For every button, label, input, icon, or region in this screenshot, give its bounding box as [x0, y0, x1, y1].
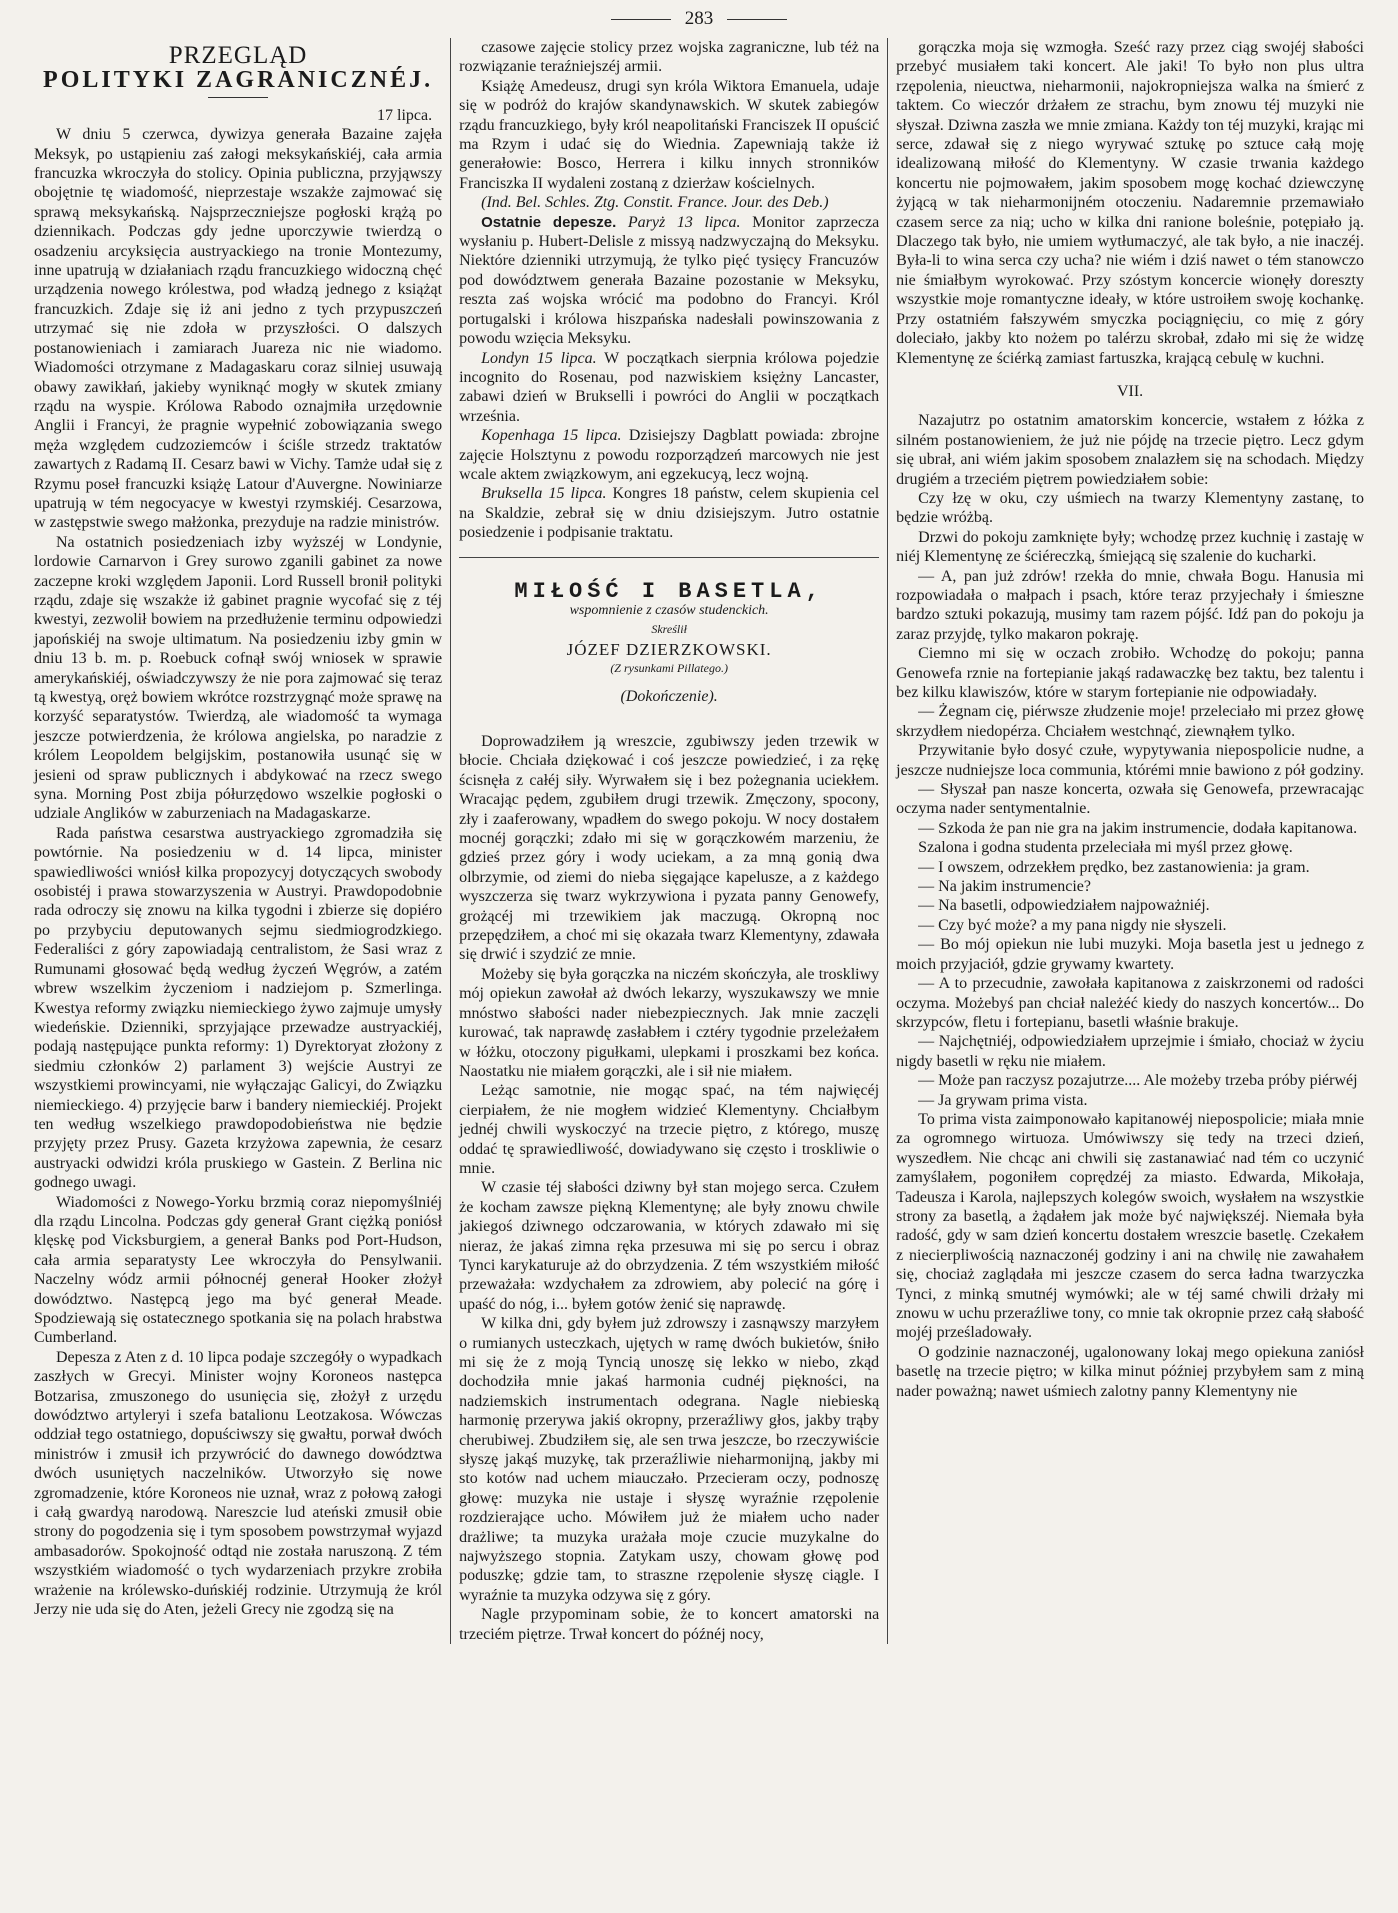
paragraph: — Bo mój opiekun nie lubi muzyki. Moja basetla jest u jednego z moich przyjaciół, gdzie grywamy kwartety. — [896, 936, 1364, 973]
page-number-header — [0, 0, 1398, 38]
dispatch-text: Monitor zaprzecza wysłaniu p. Hubert-Delisle z missyą nadzwyczajną do Meksyku. Niektóre dzienniki utrzymują, że tylko pięć tysięcy Francuzów pod dowództwem generała Bazaine pozostanie w Meksyku, reszta zaś wojska wrócić ma podobno do Francyi. Król portugalski i królowa hiszpańska nadesłali powinszowania z powodu wzięcia Meksyku. — [459, 213, 880, 348]
paragraph: Książę Amedeusz, drugi syn króla Wiktora Emanuela, udaje się w podróż do krajów skandynawskich. W skutek zabiegów rządu francuzkiego, były król neapolitański Franciszek II opuścić ma Rzym i udać się do Wiednia. Zapewniają także iż generałowie: Bosco, Herrera i kilku innych stronników Franciszka II wydaleni zostaną z dzierżaw kościelnych. — [459, 77, 880, 192]
dispatch-text: W początkach sierpnia królowa pojedzie incognito do Rosenau, pod nazwiskiem księżny Lancaster, zabawi dzień w Brukselli i powróci do Anglii w początkach września. — [459, 349, 880, 425]
paragraph: Ciemno mi się w oczach zrobiło. Wchodzę do pokoju; panna Genowefa rznie na fortepianie jakąś radawaczkę bez taktu, bez talentu i bez kilku klawiszów, które w starym fortepianie nie odpowiadały. — [896, 645, 1364, 701]
paragraph: Szalona i godna studenta przeleciała mi myśl przez głowę. — [918, 839, 1293, 857]
dispatch-place: Bruksella 15 lipca. — [481, 485, 607, 503]
paragraph: Leżąc samotnie, nie mogąc spać, na tém najwięcéj cierpiałem, że nie mogłem widzieć Klementyny. Chciałbym jednéj chwili wyskoczyć na trzecie piętro, z którego, muszę oddać tę sprawiedliwość, dowiadywano się często i troskliwie o mnie. — [459, 1082, 880, 1177]
paragraph: Możeby się była gorączka na niczém skończyła, ale troskliwy mój opiekun zawołał aż dwóch lekarzy, wyszukawszy we mnie mnóstwo słabości nader niebezpiecznych. Jak mnie zaczęli kurować, tak naprawdę zasłabłem i cztéry tygodnie przeleżałem w łóżku, otoczony pigułkami, ulepkami i proszkami bez końca. Naostatku nie miałem gorączki, ale i sił nie miałem. — [459, 965, 880, 1080]
dateline: 17 lipca. — [377, 106, 433, 124]
paragraph: — Słyszał pan nasze koncerta, ozwała się Genowefa, przewracając oczyma nader sentymentalnie. — [896, 781, 1364, 818]
divider — [208, 97, 268, 98]
section-title: PRZEGLĄD — [168, 42, 308, 69]
author: JÓZEF DZIERZKOWSKI. — [566, 639, 772, 659]
sources: (Ind. Bel. Schles. Ztg. Constit. France. Jour. des Deb.) — [481, 194, 829, 212]
byline: Skreślił — [651, 622, 687, 637]
story-title: MIŁOŚĆ I BASETLA, — [514, 578, 824, 604]
paragraph: O godzinie naznaczonéj, ugalonowany lokaj mego opiekuna zaniósł basetlę na trzecie piętro; w kilka minut później przybyłem sam z miną nader poważną; nawet uśmiech zalotny panny Klementyny nie — [896, 1343, 1364, 1400]
paragraph: — Czy być może? a my pana nigdy nie słyszeli. — [918, 916, 1227, 934]
paragraph: — Może pan raczysz pozajutrze.... Ale możeby trzeba próby piérwéj — [918, 1072, 1358, 1090]
page-number: 283 — [684, 8, 714, 29]
article-body — [34, 125, 442, 1619]
paragraph: — A to przecudnie, zawołała kapitanowa z zaiskrzonemi od radości oczyma. Możebyś pan chciał należéć kiedy do naszych koncertów... Do skrzypców, fletu i fortepianu, basetli właśnie brakuje. — [896, 975, 1364, 1031]
dispatch-place: Kopenhaga 15 lipca. — [481, 427, 622, 445]
dispatch-text: Dzisiejszy Dagblatt powiada: zbrojne zajęcie Holsztynu z powodu rozporządzeń marcowych nie jest wcale aktem związkowym, ani egzekucyą, lecz wojną. — [459, 427, 880, 483]
paragraph: W dniu 5 czerwca, dywizya generała Bazaine zajęła Meksyk, po ustąpieniu zaś załogi meksykańskiéj, cała armia francuzka wkroczyła do stolicy. Opinia publiczna, przyjąwszy obojętnie tę wiadomość, nieprzestaje wszakże zajmować się sprawą meksykańską. Najsprzeczniejsze pogłoski krążą po dziennikach. Podczas gdy jedne uporczywie twierdzą o osadzeniu arcyksięcia austryackiego na tronie Montezumy, inne upatrują w działaniach rządu francuzkiego widoczną chęć urządzenia nowego królestwa, pod władzą jednego z książąt francuzkich. Zdaje się iż ani jedno z tych przypuszczeń utrzymać się nie zdoła w przyszłości. O dalszych postanowieniach i zamiarach Juareza nic nie wiadomo. Wiadomości otrzymane z Madagaskaru coraz silniej usuwają obawy zawikłań, jakieby wyniknąć mogły w skutek zmiany rządu na wyspie. Królowa Rabodo oznajmiła urzędownie Anglii i Francyi, że pragnie wypełnić zobowiązania swego męża względem cudzoziemców i ściśle strzedz traktatów zawartych z Radamą II. Cesarz bawi w Vichy. Tamże udał się z Rzymu poseł francuzki książę Latour d'Auvergne. Nowiniarze upatrują w tém negocyacye w kwestyi rzymskiéj. Cesarzowa, w zastępstwie swego małżonka, prezyduje na radzie ministrów. — [34, 126, 443, 532]
dispatch-place: Londyn 15 lipca. — [481, 349, 597, 367]
dispatch — [459, 213, 879, 349]
section-subtitle: POLITYKI ZAGRANICZNÉJ. — [43, 67, 434, 94]
paragraph: — Na jakim instrumencie? — [918, 878, 1092, 896]
paragraph: Czy łzę w oku, czy uśmiech na twarzy Klementyny zastanę, to będzie wróżbą. — [896, 489, 1364, 527]
divider — [727, 19, 787, 20]
paragraph: czasowe zajęcie stolicy przez wojska zagraniczne, lub téż na rozwiązanie teraźniejszéj armii. — [459, 39, 880, 76]
dispatch — [459, 426, 879, 484]
story-body — [896, 38, 1364, 368]
chapter-number: VII. — [1116, 382, 1144, 400]
paragraph: W czasie téj słabości dziwny był stan mojego serca. Czułem że kocham zawsze piękną Klementynę; ale były znowu chwile jakiegoś dziwnego odczarowania, w których zdawało mi się nieraz, że jakaś zimna ręka przesuwa mi się po sercu i obraz Tynci karykaturuje aż do obrzydzenia. Z tém wszystkiém miłość przeważała: wzdychałem za zdrowiem, aby polecić na górę i upaść do nóg, i... byłem gotów żenić się naprawdę. — [459, 1179, 880, 1313]
paragraph: To prima vista zaimponowało kapitanowéj niepospolicie; miała mnie za ogromnego wirtuoza. Umówiwszy się tedy na trzeci dzień, wyszedłem. Nie chcąc ani chwili się zastanawiać nad tém co uczynić zamyślałem, pogoniłem coprędzéj za miasto. Edwarda, Mikołaja, Tadeusza i Karola, najlepszych kolegów swoich, wysłałem na wszystkie strony za basetlą, a żądałem jak może być największéj. Niemała była radość, gdy w sam dzień koncertu dostałem wreszcie basetlę. Czekałem z niecierpliwością naznaczonéj godziny i ani na chwilę nie zawahałem się, chociaż zaglądała mi jeszcze czasem do serca ładna twarzyczka Tynci, z minką smutnéj wymówki; ale w téj samé chwili drżały mi znowu w uchu przeraźliwe tony, co mnie tak okropnie przez całą słabość mojéj prześladowały. — [896, 1110, 1364, 1342]
dispatch-text: Kongres 18 państw, celem skupienia cel na Skaldzie, zebrał się w dniu dzisiejszym. Jutro ostatnie posiedzenie i podpisanie traktatu. — [459, 485, 880, 542]
paragraph: Nazajutrz po ostatnim amatorskim koncercie, wstałem z łóżka z silném postanowieniem, że już nie pójdę na trzecie piętro. Lecz gdym się ubrał, ani wiém jakim sposobem znalazłem się na schodach. Między drugiém a trzeciém piętrem powiedziałem sobie: — [896, 412, 1364, 488]
dispatch — [459, 484, 879, 542]
paragraph: — Najchętniéj, odpowiedziałem uprzejmie i śmiało, chociaż w życiu nigdy basetli w ręku nie miałem. — [896, 1033, 1364, 1070]
story-subtitle: wspomnienie z czasów studenckich. — [569, 602, 769, 618]
paragraph: — I owszem, odrzekłem prędko, bez zastanowienia: ja gram. — [918, 858, 1310, 876]
story-header — [459, 557, 879, 706]
paragraph: gorączka moja się wzmogła. Sześć razy przez ciąg swojéj słabości przebyć musiałem taki koncert. Ale jaki! To było non plus ultra rzępolenia, nieuctwa, nieharmonii, najokropniejsza walka na śmierć z taktem. Co wieczór drżałem ze strachu, bym znowu téj muzyki nie słyszał. Dziwna zaszła we mnie zmiana. Każdy ton téj muzyki, krając mi serce, zdawał się z niego wyrywać sztukę po sztuce całą moję idealizowaną miłość do Klementyny. W czasie trwania każdego koncertu nie pojmowałem, jakim sposobem mogę kochać dziewczynę żyjącą w tak nieharmonijném otoczeniu. Nadaremnie przemawiało czasem serce za nią; ucho w kilka dni ranione boleśnie, potępiało ją. Dlaczego tak było, nie umiem wytłumaczyć, ale tak było, a nie inaczéj. Była-li to wina serca czy ucha? nie wiém i dziś nawet o tém stanowczo nie śmiałbym wyrokować. Przy szóstym koncercie wionęły doreszty wszystkie moje romantyczne ideały, w które ustroiłem swoję kochankę. Przy ostatniém fałszywém smyczka pociągnięciu, co mię z góry doleciało, jakby kto nożem po talérzu skrobał, zdało mi się że widzę Klementynę ze ściérką zamiast fartuszka, krającą cebulę w kuchni. — [896, 39, 1364, 367]
paragraph: — Na basetli, odpowiedziałem najpoważniéj. — [918, 897, 1210, 915]
article-continuation — [459, 38, 879, 193]
divider — [611, 19, 671, 20]
story-body — [896, 411, 1364, 1401]
story-body — [459, 732, 879, 1644]
column-1 — [34, 38, 451, 1644]
paragraph: Na ostatnich posiedzeniach izby wyższéj w Londynie, lordowie Carnarvon i Grey surowo zganili gabinet za nowe zaczepne kroki względem Japonii. Lord Russell bronił polityki rządu, zdaje się wszakże iż gabinet pragnie wycofać się z téj kwestyi, zezwolił bowiem na przedłużenie terminu odpowiedzi japońskiéj na swoje ultimatum. Na posiedzeniu izby gmin w dniu 13 b. m. p. Roebuck cofnął swój wniosek w sprawie amerykańskiéj, oświadczywszy że nie pora zajmować się teraz tą kwestyą, oręż bowiem wkrótce rozstrzygnąć może sprawę na korzyść separatystów. Twierdzą, ale wiadomość ta wymaga jeszcze potwierdzenia, że królowa angielska, po naradzie z królem Leopoldem belgijskim, postanowiła usunąć się w jesieni od spraw publicznych i abdykować na rzecz swego syna. Morning Post zbija półurzędowo wszelkie pogłoski o udziale Anglików w zaburzeniach na Madagaskarze. — [34, 533, 443, 823]
paragraph: — A, pan już zdrów! rzekła do mnie, chwała Bogu. Hanusia mi rozpowiadała o małpach i psach, które teraz przyjechały i śmieszne bardzo sztuki pokazują, musimy tam razem pójść. Idź pan do pokoju ja zaraz przyjdę, tylko makaron pokraję. — [896, 567, 1364, 643]
paragraph: Przywitanie było dosyć czułe, wypytywania niepospolicie nudne, a jeszcze nudniejsze loca communia, którémi mnie bawiono z pół godziny. — [896, 742, 1364, 779]
paragraph: Drzwi do pokoju zamknięte były; wchodzę przez kuchnię i zastaję w niéj Klementynę ze ściéreczką, śmiejącą się szalenie do kucharki. — [896, 528, 1364, 566]
paragraph: — Ja grywam prima vista. — [918, 1091, 1088, 1109]
continuation-note: (Dokończenie). — [620, 687, 718, 705]
dispatch — [459, 349, 879, 427]
paragraph: Nagle przypominam sobie, że to koncert amatorski na trzeciém piętrze. Trwał koncert do późnéj nocy, — [459, 1606, 880, 1643]
dispatches-heading: Ostatnie depesze. — [481, 213, 617, 231]
paragraph: Doprowadziłem ją wreszcie, zgubiwszy jeden trzewik w błocie. Chciała dziękować i coś jeszcze powiedzieć, i za rękę ścisnęła z całéj siły. Wyrwałem się i bez pożegnania uciekłem. Wracając pędem, zgubiłem drugi trzewik. Zmęczony, spocony, zły i zaaferowany, wpadłem do swego pokoju. W nocy dostałem mocnéj gorączki; zdało mi się w gorączkowém marzeniu, że gdzieś przez góry i wody uciekam, a za mną gonią dwa olbrzymie, od ziemi do nieba sięgające kapelusze, a z każdego wyszczerza się twarz wykrzywiona i pyzata panny Genowefy, grożącéj mi trzewikiem jak maczugą. Okropną noc przepędziłem, a choć mi się okazała twarz Klementyny, zdawała się drwić i szydzić ze mnie. — [459, 733, 880, 964]
dispatch-place: Paryż 13 lipca. — [627, 213, 741, 231]
illustrations-credit: (Z rysunkami Pillatego.) — [610, 661, 728, 676]
dispatches — [459, 213, 879, 543]
paragraph: — Szkoda że pan nie gra na jakim instrumencie, dodała kapitanowa. — [918, 819, 1358, 837]
paragraph: Depesza z Aten z d. 10 lipca podaje szczegóły o wypadkach zaszłych w Grecyi. Minister wojny Koroneos następca Botzarisa, zmuszonego do usunięcia się, złożył z urzędu dowództwo artyleryi i szefa batalionu Leotzakosa. Wówczas oddział tego ostatniego, dopuściwszy się gwałtu, porwał dwóch ministrów i zmusił ich przywrócić do dawnego dowództwa dwóch usuniętych naczelników. Utworzyło się nowe zgromadzenie, które Koroneos nie uznał, wraz z połową załogi i całą gwardyą narodową. Nareszcie lud ateński zmusił obie strony do pogodzenia się i tym sposobem powstrzymał wyjazd ambasadorów. Spokojność odtąd nie została naruszoną. Z tém wszystkiém wiadomość o tych wydarzeniach przykre zrobiła wrażenie na królewsko-duńskiéj rodzinie. Utrzymują że król Jerzy nie uda się do Aten, jeżeli Grecy nie zgodzą się na — [34, 1348, 443, 1619]
newspaper-columns — [34, 38, 1364, 1654]
paragraph: W kilka dni, gdy byłem już zdrowszy i zasnąwszy marzyłem o rumianych usteczkach, ujętych w ramę dwóch bukietów, śniło mi się że z moją Tyncią unoszę się lekko w niebo, zkąd dochodziła mnie jakaś harmonia cudnéj piękności, na nadziemskich instrumentach odegrana. Nagle niebieską harmonię przerywa jakiś okropny, przeraźliwy głos, jakby trąby cherubiwej. Zbudziłem się, ale sen trwa jeszcze, bo rzeczywiście słyszę jakąś muzykę, tak przeraźliwie nieharmonijną, jakby mi sto kotów nad uchem miauczało. Przecieram oczy, podnoszę głowę: muzyka nie ustaje i słyszę wyraźnie rzępolenie rozdzierające ucho. Mówiłem już że miałem ucho nader drażliwe; ta muzyka urażała moje czucie muzykalne do najwyższego stopnia. Zatykam uszy, chowam głowę pod poduszkę; gdzie tam, to straszne rzępolenie słyszę ciągle. I wyraźnie ta muzyka odzywa się z góry. — [459, 1315, 880, 1604]
paragraph: Rada państwa cesarstwa austryackiego zgromadziła się powtórnie. Na posiedzeniu w d. 14 lipca, minister spawiedliwości wniósł kilka propozycyj dotyczących swobody osobistéj i prawa stowarzyszenia w Austryi. Prawdopodobnie rada odroczy się znowu na kilka tygodni i zbierze się dopiéro po przybyciu deputowanych sejmu siedmiogrodzkiego. Federaliści z góry zapowiadają centralistom, że Sasi wraz z Rumunami głosować będą według życzeń Węgrów, a zatém wbrew wszelkim życzeniom i nadziejom p. Szmerlinga. Kwestya reformy związku niemieckiego żywo zajmuje umysły wiedeńskie. Dzienniki, sprzyjające przewadze austryackiéj, podają następujące punkta reformy: 1) Dyrektoryat złożony z siedmiu członków 2) parlament 3) wejście Austryi ze wszystkiemi prowincyami, nie wyłączając Galicyi, do Związku niemieckiego. 4) przyjęcie barw i bandery niemieckiéj. Projekt ten według wszelkiego prawdopodobieństwa nie będzie przyjęty przez Prusy. Gazeta krzyżowa zapewnia, że cesarz austryacki odwidzi króla pruskiego w Gastein. Z Berlina nic godnego uwagi. — [34, 824, 443, 1192]
column-2 — [451, 38, 888, 1644]
paragraph: — Żegnam cię, piérwsze złudzenie moje! przeleciało mi przez głowę skrzydłem niedopérza. Chciałem westchnąć, ziewnąłem tylko. — [896, 703, 1364, 740]
paragraph: Wiadomości z Nowego-Yorku brzmią coraz niepomyślniéj dla rządu Lincolna. Podczas gdy generał Grant ciężką poniósł klęskę pod Vicksburgiem, a generał Banks pod Port-Hudson, cała armia separatysty Lee wkroczyła do Pensylwanii. Naczelny wódz armii północnéj generał Hooker złożył dowództwo. Następcą jego ma być generał Meade. Spodziewają się ostatecznego spotkania się na polach hrabstwa Cumberland. — [34, 1193, 443, 1347]
column-3 — [888, 38, 1364, 1644]
